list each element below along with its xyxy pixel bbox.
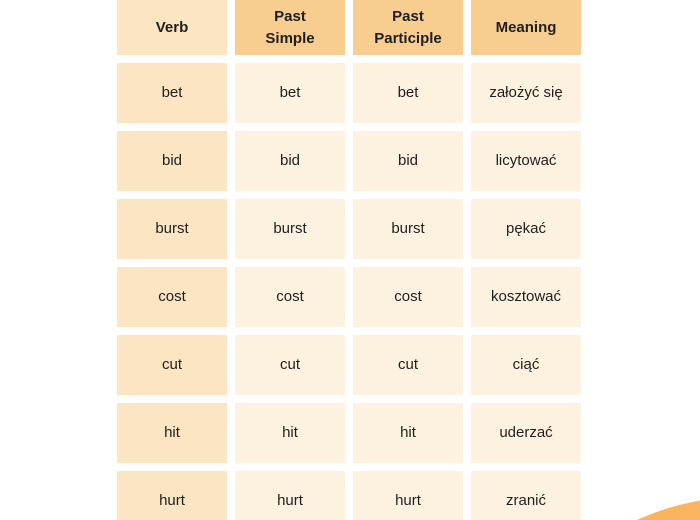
table-cell-meaning: ciąć — [471, 335, 581, 395]
header-cell-past-simple: Past Simple — [235, 0, 345, 55]
table-cell-verb: hurt — [117, 471, 227, 520]
table-cell-verb: bid — [117, 131, 227, 191]
table-cell-past-participle: bid — [353, 131, 463, 191]
header-cell-past-participle: Past Participle — [353, 0, 463, 55]
table-cell-past-participle: hit — [353, 403, 463, 463]
irregular-verbs-table — [117, 0, 581, 520]
table-cell-past-participle: cut — [353, 335, 463, 395]
table-cell-verb: bet — [117, 63, 227, 123]
table-cell-past-participle: hurt — [353, 471, 463, 520]
table-cell-past-simple: bid — [235, 131, 345, 191]
table-cell-meaning: zranić — [471, 471, 581, 520]
table-cell-past-simple: burst — [235, 199, 345, 259]
header-cell-verb: Verb — [117, 0, 227, 55]
table-cell-meaning: kosztować — [471, 267, 581, 327]
table-cell-past-participle: burst — [353, 199, 463, 259]
table-cell-past-simple: bet — [235, 63, 345, 123]
table-cell-verb: cost — [117, 267, 227, 327]
table-cell-verb: burst — [117, 199, 227, 259]
table-cell-past-simple: hurt — [235, 471, 345, 520]
table-cell-past-simple: hit — [235, 403, 345, 463]
table-cell-past-participle: bet — [353, 63, 463, 123]
table-cell-past-simple: cut — [235, 335, 345, 395]
header-cell-meaning: Meaning — [471, 0, 581, 55]
table-cell-meaning: założyć się — [471, 63, 581, 123]
table-cell-past-simple: cost — [235, 267, 345, 327]
table-cell-meaning: pękać — [471, 199, 581, 259]
table-cell-verb: hit — [117, 403, 227, 463]
table-cell-meaning: licytować — [471, 131, 581, 191]
table-cell-verb: cut — [117, 335, 227, 395]
table-cell-past-participle: cost — [353, 267, 463, 327]
table-cell-meaning: uderzać — [471, 403, 581, 463]
